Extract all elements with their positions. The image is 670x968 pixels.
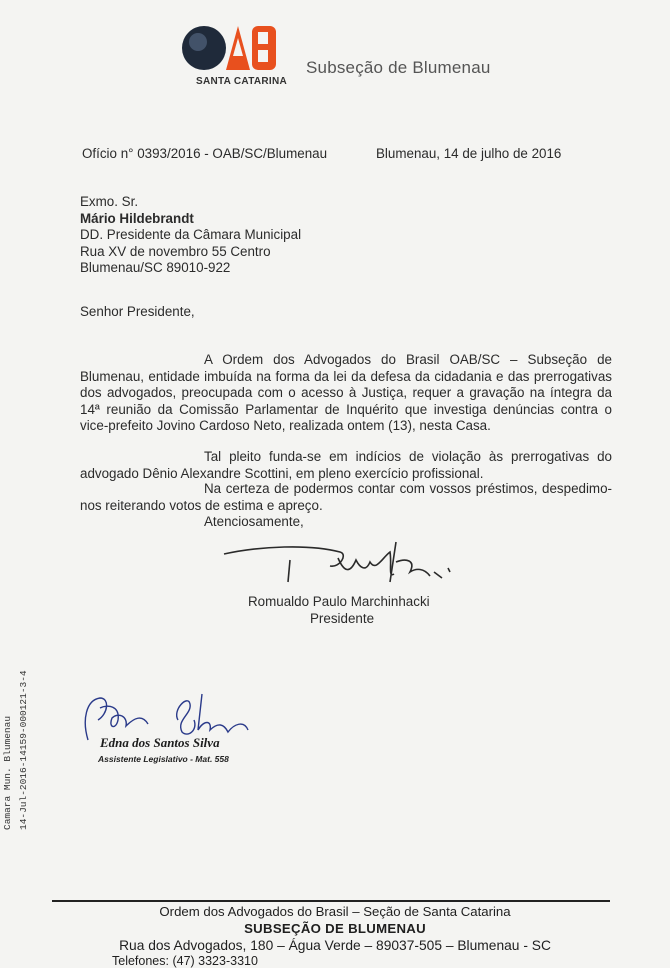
president-signature bbox=[220, 538, 460, 590]
paragraph-2: Tal pleito funda-se em indícios de violação às prerrogativas do advogado Dênio Alexandre Scottini, em pleno exercício profissional. bbox=[80, 449, 612, 481]
greeting: Senhor Presidente, bbox=[80, 304, 195, 319]
recipient-title: DD. Presidente da Câmara Municipal bbox=[80, 227, 302, 243]
recipient-name: Mário Hildebrandt bbox=[80, 210, 194, 226]
recipient-street: Rua XV de novembro 55 Centro bbox=[80, 243, 271, 259]
chamber-name: Camara Mun. Blumenau bbox=[2, 715, 13, 830]
footer-divider bbox=[52, 900, 610, 902]
letter-reference: Ofício n° 0393/2016 - OAB/SC/Blumenau bbox=[82, 146, 328, 161]
subsection-title: Subseção de Blumenau bbox=[306, 58, 491, 77]
closing: Atenciosamente, bbox=[204, 514, 304, 529]
letter-date: Blumenau, 14 de julho de 2016 bbox=[376, 146, 562, 161]
assistant-name: Edna dos Santos Silva bbox=[100, 735, 220, 750]
recipient-block bbox=[80, 194, 301, 277]
assistant-role: Assistente Legislativo - Mat. 558 bbox=[98, 754, 229, 764]
chamber-stamp bbox=[2, 560, 32, 830]
recipient-city: Blumenau/SC 89010-922 bbox=[80, 260, 231, 276]
paragraph-3: Na certeza de podermos contar com vossos préstimos, despedimo-nos reiterando votos de estima e apreço. bbox=[80, 481, 612, 513]
protocol-number: 14-Jul-2016-14159-000121-3-4 bbox=[18, 670, 29, 830]
footer-address: Rua dos Advogados, 180 – Água Verde – 89037-505 – Blumenau - SC bbox=[119, 938, 551, 953]
recipient-salutation: Exmo. Sr. bbox=[80, 194, 139, 209]
signer-role: Presidente bbox=[310, 611, 375, 626]
paragraph-1: A Ordem dos Advogados do Brasil OAB/SC – Subseção de Blumenau, entidade imbuída na forma da lei da defesa da cidadania e das prerrogativas dos advogados, preocupada com o acesso à Justiça, requer a gravação na íntegra da 14ª reunião da Comissão Parlamentar de Inquérito que investiga denúncias contra o vice-prefeito Jovino Cardoso Neto, realizada ontem (13), nesta Casa. bbox=[80, 352, 612, 434]
footer-org: Ordem dos Advogados do Brasil – Seção de Santa Catarina bbox=[159, 904, 511, 919]
footer-subsection: SUBSEÇÃO DE BLUMENAU bbox=[244, 921, 426, 936]
state-label: SANTA CATARINA bbox=[196, 76, 288, 87]
footer-phone: Telefones: (47) 3323-3310 bbox=[112, 954, 258, 968]
signer-name: Romualdo Paulo Marchinhacki bbox=[248, 594, 430, 609]
